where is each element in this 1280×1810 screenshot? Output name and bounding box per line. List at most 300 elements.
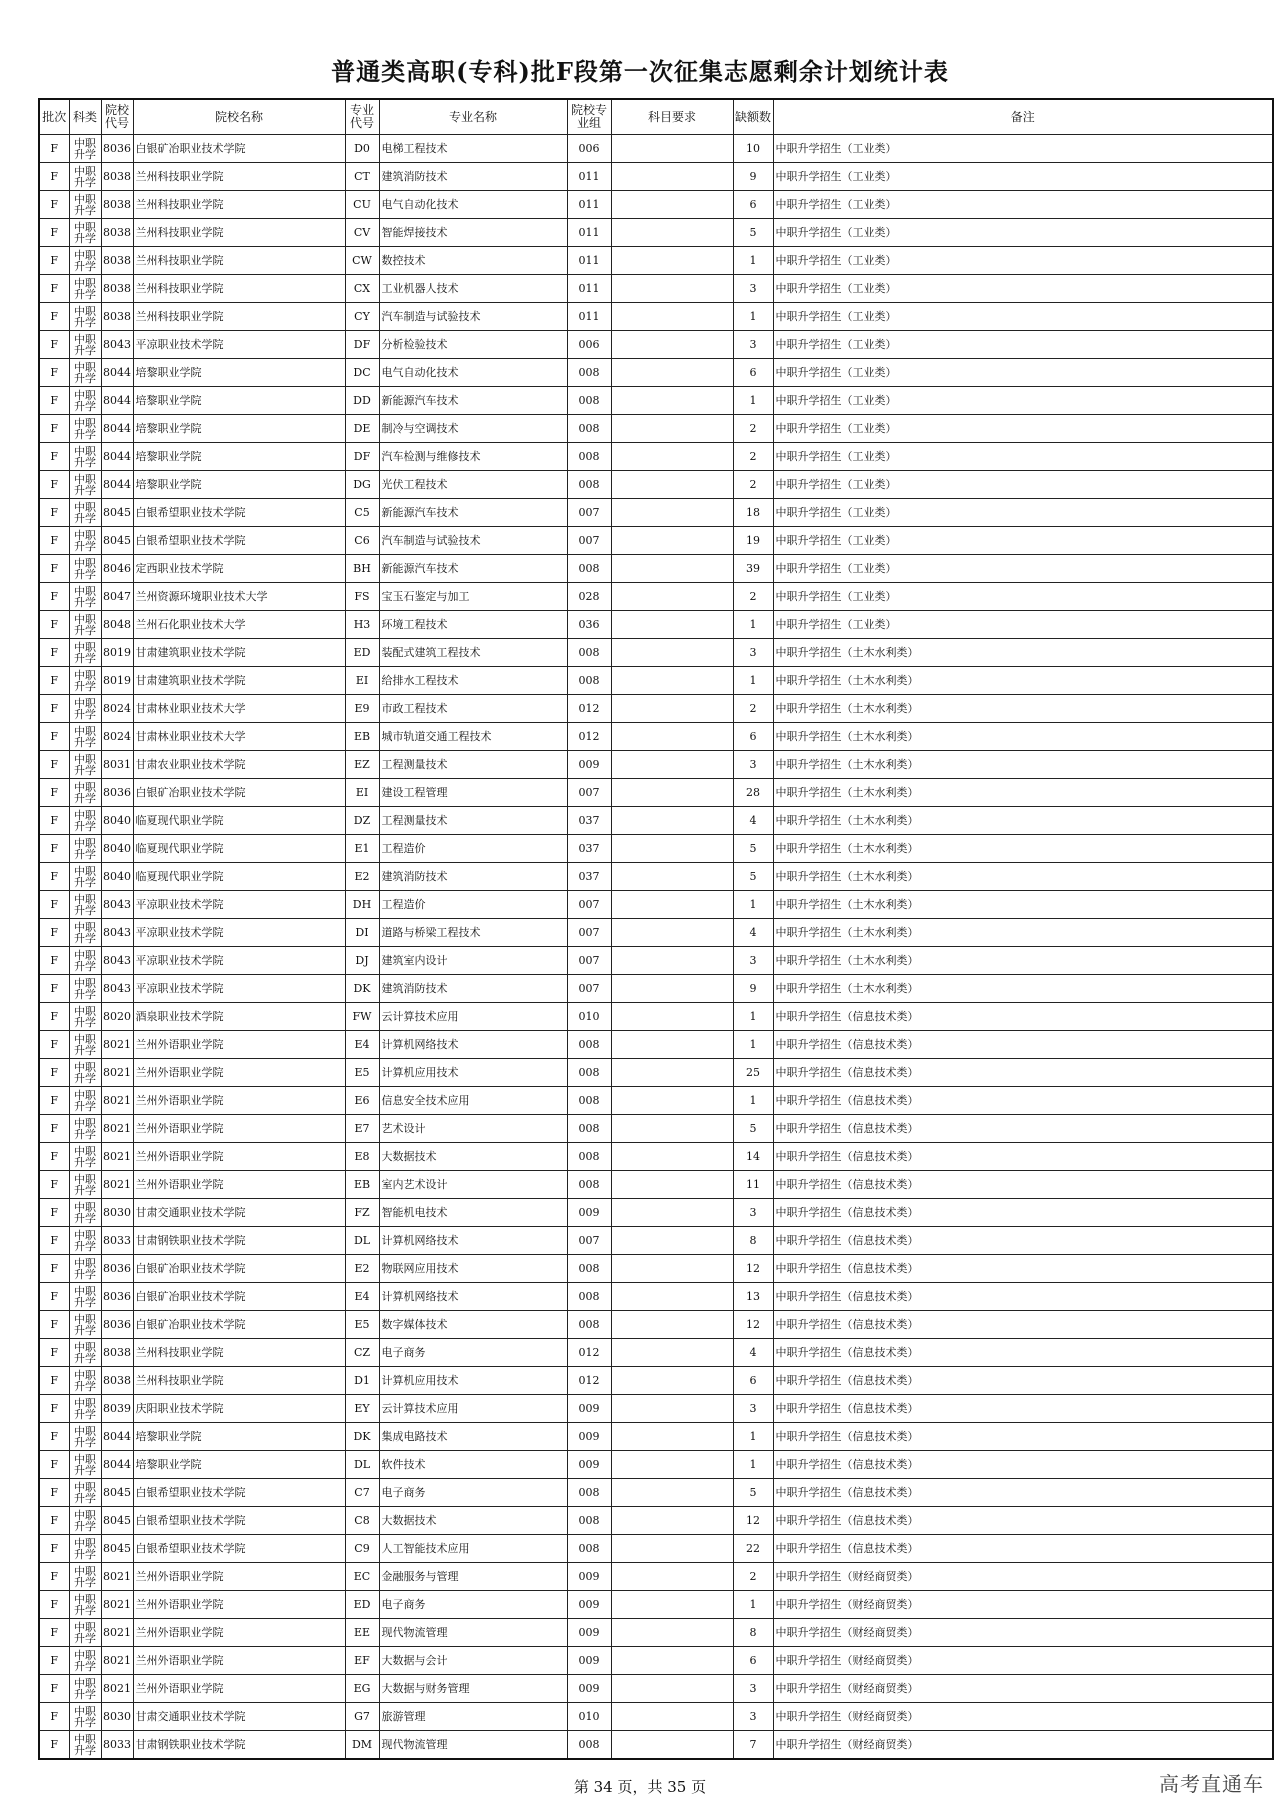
cell-vacancy: 5 <box>733 1115 773 1143</box>
cell-batch: F <box>39 1563 69 1591</box>
cell-category: 中职升学 <box>69 1675 101 1703</box>
cell-vacancy: 12 <box>733 1255 773 1283</box>
cell-batch: F <box>39 1367 69 1395</box>
cell-batch: F <box>39 527 69 555</box>
cell-vacancy: 11 <box>733 1171 773 1199</box>
table-row <box>39 1675 1273 1703</box>
table-row <box>39 191 1273 219</box>
cell-batch: F <box>39 1479 69 1507</box>
cell-group: 009 <box>567 1647 611 1675</box>
cell-major-name: 道路与桥梁工程技术 <box>379 919 567 947</box>
cell-major-name: 给排水工程技术 <box>379 667 567 695</box>
cell-school-name: 兰州科技职业学院 <box>133 1367 345 1395</box>
cell-major-name: 工程造价 <box>379 835 567 863</box>
table-row <box>39 667 1273 695</box>
cell-vacancy: 2 <box>733 443 773 471</box>
cell-batch: F <box>39 1451 69 1479</box>
cell-school-name: 平凉职业技术学院 <box>133 919 345 947</box>
table-row <box>39 1227 1273 1255</box>
cell-remark: 中职升学招生（土木水利类） <box>773 779 1273 807</box>
cell-vacancy: 2 <box>733 583 773 611</box>
cell-school-name: 兰州外语职业学院 <box>133 1675 345 1703</box>
cell-major-name: 数控技术 <box>379 247 567 275</box>
cell-school-code: 8044 <box>101 443 133 471</box>
cell-major-code: ED <box>345 1591 379 1619</box>
cell-school-name: 兰州外语职业学院 <box>133 1143 345 1171</box>
cell-category: 中职升学 <box>69 1311 101 1339</box>
cell-subject-req <box>611 919 733 947</box>
cell-subject-req <box>611 163 733 191</box>
table-row <box>39 1143 1273 1171</box>
cell-major-code: CT <box>345 163 379 191</box>
cell-category: 中职升学 <box>69 1479 101 1507</box>
cell-vacancy: 1 <box>733 1087 773 1115</box>
cell-category: 中职升学 <box>69 919 101 947</box>
cell-category: 中职升学 <box>69 1339 101 1367</box>
cell-major-name: 电气自动化技术 <box>379 359 567 387</box>
cell-group: 008 <box>567 1087 611 1115</box>
cell-category: 中职升学 <box>69 723 101 751</box>
table-row <box>39 1731 1273 1760</box>
table-row <box>39 1087 1273 1115</box>
table-row <box>39 471 1273 499</box>
cell-subject-req <box>611 1115 733 1143</box>
cell-subject-req <box>611 1395 733 1423</box>
table-row <box>39 835 1273 863</box>
table-row <box>39 1479 1273 1507</box>
cell-school-name: 甘肃林业职业技术大学 <box>133 695 345 723</box>
cell-subject-req <box>611 1199 733 1227</box>
cell-vacancy: 1 <box>733 1591 773 1619</box>
cell-major-name: 智能焊接技术 <box>379 219 567 247</box>
cell-school-name: 白银希望职业技术学院 <box>133 499 345 527</box>
cell-group: 008 <box>567 1507 611 1535</box>
cell-major-name: 室内艺术设计 <box>379 1171 567 1199</box>
cell-major-name: 工程测量技术 <box>379 807 567 835</box>
cell-batch: F <box>39 863 69 891</box>
cell-group: 008 <box>567 1059 611 1087</box>
cell-subject-req <box>611 1479 733 1507</box>
cell-school-code: 8043 <box>101 975 133 1003</box>
cell-group: 037 <box>567 835 611 863</box>
table-row <box>39 1395 1273 1423</box>
cell-remark: 中职升学招生（工业类） <box>773 387 1273 415</box>
cell-school-code: 8024 <box>101 695 133 723</box>
cell-major-name: 计算机网络技术 <box>379 1283 567 1311</box>
cell-batch: F <box>39 275 69 303</box>
cell-vacancy: 13 <box>733 1283 773 1311</box>
cell-remark: 中职升学招生（土木水利类） <box>773 863 1273 891</box>
cell-group: 008 <box>567 1115 611 1143</box>
cell-remark: 中职升学招生（土木水利类） <box>773 667 1273 695</box>
cell-batch: F <box>39 667 69 695</box>
cell-category: 中职升学 <box>69 975 101 1003</box>
cell-school-code: 8021 <box>101 1591 133 1619</box>
cell-major-name: 计算机应用技术 <box>379 1059 567 1087</box>
cell-subject-req <box>611 191 733 219</box>
cell-subject-req <box>611 1423 733 1451</box>
cell-major-code: E2 <box>345 863 379 891</box>
cell-major-code: H3 <box>345 611 379 639</box>
cell-school-name: 兰州科技职业学院 <box>133 303 345 331</box>
cell-remark: 中职升学招生（土木水利类） <box>773 807 1273 835</box>
cell-school-code: 8048 <box>101 611 133 639</box>
cell-batch: F <box>39 919 69 947</box>
cell-category: 中职升学 <box>69 1507 101 1535</box>
cell-school-name: 平凉职业技术学院 <box>133 947 345 975</box>
cell-major-code: E5 <box>345 1059 379 1087</box>
table-row <box>39 611 1273 639</box>
cell-subject-req <box>611 1619 733 1647</box>
cell-group: 008 <box>567 667 611 695</box>
cell-school-name: 兰州外语职业学院 <box>133 1115 345 1143</box>
cell-subject-req <box>611 1143 733 1171</box>
cell-school-code: 8019 <box>101 639 133 667</box>
cell-group: 009 <box>567 1563 611 1591</box>
cell-school-name: 兰州科技职业学院 <box>133 247 345 275</box>
cell-subject-req <box>611 1171 733 1199</box>
cell-batch: F <box>39 1675 69 1703</box>
cell-major-code: DL <box>345 1451 379 1479</box>
col-header-major-name: 专业名称 <box>379 99 567 135</box>
cell-school-code: 8040 <box>101 835 133 863</box>
cell-school-code: 8030 <box>101 1199 133 1227</box>
cell-major-name: 装配式建筑工程技术 <box>379 639 567 667</box>
cell-batch: F <box>39 1171 69 1199</box>
cell-school-name: 甘肃林业职业技术大学 <box>133 723 345 751</box>
cell-school-code: 8021 <box>101 1171 133 1199</box>
col-header-group: 院校专业组 <box>567 99 611 135</box>
cell-batch: F <box>39 1283 69 1311</box>
cell-school-name: 兰州科技职业学院 <box>133 191 345 219</box>
cell-school-name: 白银希望职业技术学院 <box>133 1479 345 1507</box>
cell-school-name: 甘肃农业职业技术学院 <box>133 751 345 779</box>
cell-category: 中职升学 <box>69 667 101 695</box>
col-header-school-code: 院校代号 <box>101 99 133 135</box>
cell-major-code: CW <box>345 247 379 275</box>
cell-remark: 中职升学招生（土木水利类） <box>773 723 1273 751</box>
cell-school-code: 8021 <box>101 1143 133 1171</box>
cell-vacancy: 3 <box>733 751 773 779</box>
cell-remark: 中职升学招生（土木水利类） <box>773 891 1273 919</box>
cell-subject-req <box>611 303 733 331</box>
cell-vacancy: 19 <box>733 527 773 555</box>
cell-school-name: 兰州外语职业学院 <box>133 1647 345 1675</box>
cell-school-name: 培黎职业学院 <box>133 387 345 415</box>
cell-school-name: 定西职业技术学院 <box>133 555 345 583</box>
cell-category: 中职升学 <box>69 1535 101 1563</box>
cell-major-code: EF <box>345 1647 379 1675</box>
cell-major-name: 电气自动化技术 <box>379 191 567 219</box>
cell-school-name: 平凉职业技术学院 <box>133 331 345 359</box>
cell-major-code: C8 <box>345 1507 379 1535</box>
cell-major-name: 金融服务与管理 <box>379 1563 567 1591</box>
cell-school-code: 8038 <box>101 191 133 219</box>
cell-remark: 中职升学招生（工业类） <box>773 275 1273 303</box>
cell-school-code: 8021 <box>101 1059 133 1087</box>
table-row <box>39 779 1273 807</box>
cell-vacancy: 4 <box>733 1339 773 1367</box>
cell-subject-req <box>611 1003 733 1031</box>
cell-remark: 中职升学招生（信息技术类） <box>773 1479 1273 1507</box>
cell-subject-req <box>611 1367 733 1395</box>
cell-major-name: 电子商务 <box>379 1591 567 1619</box>
cell-school-code: 8038 <box>101 1367 133 1395</box>
cell-vacancy: 3 <box>733 331 773 359</box>
table-row <box>39 1171 1273 1199</box>
table-row <box>39 1367 1273 1395</box>
cell-category: 中职升学 <box>69 387 101 415</box>
cell-major-code: BH <box>345 555 379 583</box>
cell-subject-req <box>611 611 733 639</box>
cell-vacancy: 12 <box>733 1311 773 1339</box>
cell-school-name: 兰州外语职业学院 <box>133 1031 345 1059</box>
cell-school-code: 8019 <box>101 667 133 695</box>
cell-group: 008 <box>567 639 611 667</box>
cell-batch: F <box>39 387 69 415</box>
cell-major-code: EZ <box>345 751 379 779</box>
cell-vacancy: 2 <box>733 471 773 499</box>
cell-remark: 中职升学招生（信息技术类） <box>773 1087 1273 1115</box>
cell-batch: F <box>39 1423 69 1451</box>
cell-category: 中职升学 <box>69 611 101 639</box>
cell-school-code: 8033 <box>101 1731 133 1760</box>
cell-batch: F <box>39 1227 69 1255</box>
table-row <box>39 863 1273 891</box>
cell-major-name: 市政工程技术 <box>379 695 567 723</box>
cell-major-name: 集成电路技术 <box>379 1423 567 1451</box>
cell-school-code: 8038 <box>101 247 133 275</box>
table-row <box>39 583 1273 611</box>
cell-major-name: 建筑室内设计 <box>379 947 567 975</box>
cell-school-name: 兰州外语职业学院 <box>133 1563 345 1591</box>
cell-school-name: 兰州外语职业学院 <box>133 1619 345 1647</box>
cell-vacancy: 2 <box>733 415 773 443</box>
cell-major-code: DD <box>345 387 379 415</box>
cell-remark: 中职升学招生（工业类） <box>773 611 1273 639</box>
table-row <box>39 1703 1273 1731</box>
cell-school-name: 兰州外语职业学院 <box>133 1171 345 1199</box>
cell-vacancy: 2 <box>733 1563 773 1591</box>
cell-vacancy: 1 <box>733 1003 773 1031</box>
table-row <box>39 527 1273 555</box>
cell-school-code: 8043 <box>101 947 133 975</box>
table-row <box>39 919 1273 947</box>
cell-school-name: 白银矿冶职业技术学院 <box>133 1283 345 1311</box>
table-row <box>39 1339 1273 1367</box>
cell-batch: F <box>39 191 69 219</box>
cell-major-name: 新能源汽车技术 <box>379 555 567 583</box>
cell-school-name: 兰州科技职业学院 <box>133 1339 345 1367</box>
cell-major-code: EG <box>345 1675 379 1703</box>
cell-school-code: 8021 <box>101 1619 133 1647</box>
cell-category: 中职升学 <box>69 835 101 863</box>
cell-batch: F <box>39 471 69 499</box>
cell-batch: F <box>39 835 69 863</box>
cell-category: 中职升学 <box>69 359 101 387</box>
cell-major-name: 大数据与会计 <box>379 1647 567 1675</box>
cell-group: 011 <box>567 219 611 247</box>
cell-subject-req <box>611 639 733 667</box>
cell-vacancy: 9 <box>733 975 773 1003</box>
cell-remark: 中职升学招生（工业类） <box>773 555 1273 583</box>
cell-remark: 中职升学招生（工业类） <box>773 163 1273 191</box>
cell-major-name: 新能源汽车技术 <box>379 499 567 527</box>
cell-group: 007 <box>567 499 611 527</box>
cell-group: 008 <box>567 1535 611 1563</box>
cell-batch: F <box>39 779 69 807</box>
cell-school-name: 培黎职业学院 <box>133 415 345 443</box>
table-row <box>39 1563 1273 1591</box>
cell-school-name: 培黎职业学院 <box>133 1423 345 1451</box>
cell-school-code: 8039 <box>101 1395 133 1423</box>
table-row <box>39 555 1273 583</box>
cell-subject-req <box>611 527 733 555</box>
cell-remark: 中职升学招生（财经商贸类） <box>773 1647 1273 1675</box>
cell-category: 中职升学 <box>69 1647 101 1675</box>
cell-vacancy: 3 <box>733 1395 773 1423</box>
cell-subject-req <box>611 583 733 611</box>
cell-group: 007 <box>567 779 611 807</box>
cell-major-name: 电梯工程技术 <box>379 135 567 163</box>
cell-batch: F <box>39 415 69 443</box>
cell-major-name: 现代物流管理 <box>379 1731 567 1760</box>
cell-major-name: 计算机应用技术 <box>379 1367 567 1395</box>
cell-school-code: 8038 <box>101 1339 133 1367</box>
cell-remark: 中职升学招生（土木水利类） <box>773 639 1273 667</box>
cell-subject-req <box>611 751 733 779</box>
cell-remark: 中职升学招生（工业类） <box>773 471 1273 499</box>
cell-vacancy: 4 <box>733 807 773 835</box>
cell-remark: 中职升学招生（信息技术类） <box>773 1227 1273 1255</box>
cell-category: 中职升学 <box>69 1059 101 1087</box>
cell-batch: F <box>39 975 69 1003</box>
cell-school-code: 8047 <box>101 583 133 611</box>
cell-school-code: 8044 <box>101 1423 133 1451</box>
cell-subject-req <box>611 331 733 359</box>
cell-major-code: DF <box>345 331 379 359</box>
cell-batch: F <box>39 1647 69 1675</box>
cell-subject-req <box>611 947 733 975</box>
cell-group: 037 <box>567 863 611 891</box>
cell-major-code: D0 <box>345 135 379 163</box>
cell-category: 中职升学 <box>69 471 101 499</box>
cell-subject-req <box>611 807 733 835</box>
cell-subject-req <box>611 247 733 275</box>
cell-group: 012 <box>567 723 611 751</box>
cell-major-code: EC <box>345 1563 379 1591</box>
cell-vacancy: 8 <box>733 1227 773 1255</box>
cell-group: 009 <box>567 751 611 779</box>
cell-major-code: E4 <box>345 1031 379 1059</box>
cell-subject-req <box>611 1647 733 1675</box>
cell-remark: 中职升学招生（信息技术类） <box>773 1423 1273 1451</box>
cell-remark: 中职升学招生（财经商贸类） <box>773 1563 1273 1591</box>
cell-major-code: CX <box>345 275 379 303</box>
cell-major-code: EI <box>345 779 379 807</box>
cell-major-name: 大数据技术 <box>379 1143 567 1171</box>
cell-school-code: 8033 <box>101 1227 133 1255</box>
cell-group: 009 <box>567 1423 611 1451</box>
cell-major-code: DF <box>345 443 379 471</box>
cell-remark: 中职升学招生（工业类） <box>773 135 1273 163</box>
cell-school-name: 甘肃建筑职业技术学院 <box>133 639 345 667</box>
cell-category: 中职升学 <box>69 1591 101 1619</box>
cell-category: 中职升学 <box>69 1255 101 1283</box>
cell-school-name: 兰州外语职业学院 <box>133 1087 345 1115</box>
cell-vacancy: 3 <box>733 947 773 975</box>
cell-batch: F <box>39 1311 69 1339</box>
table-row <box>39 1647 1273 1675</box>
cell-remark: 中职升学招生（土木水利类） <box>773 947 1273 975</box>
cell-school-code: 8036 <box>101 1283 133 1311</box>
cell-major-name: 大数据技术 <box>379 1507 567 1535</box>
cell-vacancy: 1 <box>733 247 773 275</box>
cell-major-name: 智能机电技术 <box>379 1199 567 1227</box>
cell-vacancy: 6 <box>733 191 773 219</box>
table-row <box>39 975 1273 1003</box>
cell-batch: F <box>39 583 69 611</box>
col-header-batch: 批次 <box>39 99 69 135</box>
cell-category: 中职升学 <box>69 247 101 275</box>
cell-group: 037 <box>567 807 611 835</box>
cell-major-code: E6 <box>345 1087 379 1115</box>
cell-category: 中职升学 <box>69 135 101 163</box>
cell-batch: F <box>39 359 69 387</box>
cell-major-name: 人工智能技术应用 <box>379 1535 567 1563</box>
cell-category: 中职升学 <box>69 191 101 219</box>
cell-vacancy: 22 <box>733 1535 773 1563</box>
cell-vacancy: 1 <box>733 1031 773 1059</box>
cell-category: 中职升学 <box>69 275 101 303</box>
cell-remark: 中职升学招生（土木水利类） <box>773 975 1273 1003</box>
table-row <box>39 1255 1273 1283</box>
cell-subject-req <box>611 1227 733 1255</box>
cell-major-code: D1 <box>345 1367 379 1395</box>
cell-subject-req <box>611 863 733 891</box>
table-row <box>39 1591 1273 1619</box>
cell-major-name: 电子商务 <box>379 1479 567 1507</box>
cell-major-name: 汽车检测与维修技术 <box>379 443 567 471</box>
cell-vacancy: 3 <box>733 639 773 667</box>
cell-major-name: 环境工程技术 <box>379 611 567 639</box>
cell-group: 011 <box>567 191 611 219</box>
cell-remark: 中职升学招生（工业类） <box>773 303 1273 331</box>
cell-school-name: 兰州科技职业学院 <box>133 219 345 247</box>
cell-school-code: 8021 <box>101 1563 133 1591</box>
table-row <box>39 1199 1273 1227</box>
cell-category: 中职升学 <box>69 219 101 247</box>
cell-school-code: 8045 <box>101 1507 133 1535</box>
cell-school-name: 临夏现代职业学院 <box>133 863 345 891</box>
cell-subject-req <box>611 1703 733 1731</box>
cell-category: 中职升学 <box>69 1563 101 1591</box>
cell-major-code: FW <box>345 1003 379 1031</box>
cell-subject-req <box>611 219 733 247</box>
cell-batch: F <box>39 1255 69 1283</box>
cell-vacancy: 12 <box>733 1507 773 1535</box>
cell-major-code: C5 <box>345 499 379 527</box>
cell-subject-req <box>611 723 733 751</box>
cell-group: 007 <box>567 1227 611 1255</box>
cell-school-code: 8043 <box>101 891 133 919</box>
cell-vacancy: 1 <box>733 611 773 639</box>
cell-major-name: 建筑消防技术 <box>379 975 567 1003</box>
table-row <box>39 1451 1273 1479</box>
cell-group: 008 <box>567 443 611 471</box>
cell-batch: F <box>39 1143 69 1171</box>
page-title: 普通类高职(专科)批F段第一次征集志愿剩余计划统计表 <box>331 57 949 86</box>
